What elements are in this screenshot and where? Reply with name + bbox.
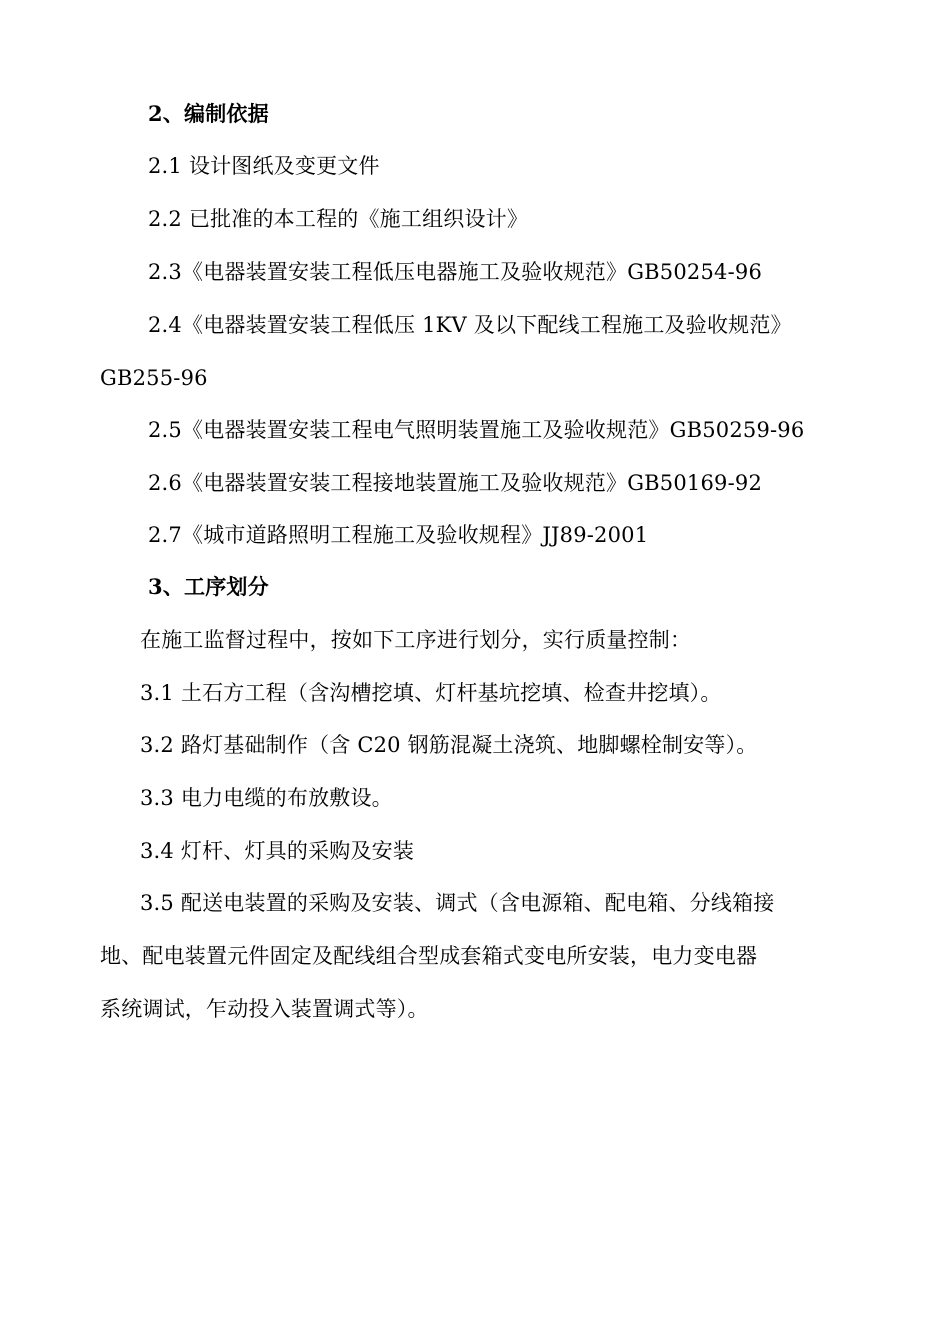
section-3-heading: 3、工序划分 [148,574,269,599]
section-3-item-3-5-continuation-1: 地、配电装置元件固定及配线组合型成套箱式变电所安装，电力变电器 [100,944,758,968]
section-3-item-3-5-continuation-2: 系统调试，乍动投入装置调式等）。 [100,997,429,1021]
section-3-item-3-3: 3.3 电力电缆的布放敷设。 [140,786,393,810]
section-3-intro: 在施工监督过程中，按如下工序进行划分，实行质量控制： [140,628,692,652]
section-2-item-2-3: 2.3《电器装置安装工程低压电器施工及验收规范》GB50254-96 [148,260,763,284]
section-3-item-3-1: 3.1 土石方工程（含沟槽挖填、灯杆基坑挖填、检查井挖填）。 [140,681,722,705]
section-2-item-2-6: 2.6《电器装置安装工程接地装置施工及验收规范》GB50169-92 [148,471,763,495]
section-2-heading: 2、编制依据 [148,101,269,126]
section-3-item-3-2: 3.2 路灯基础制作（含 C20 钢筋混凝土浇筑、地脚螺栓制安等）。 [140,733,758,757]
section-2-item-2-4: 2.4《电器装置安装工程低压 1KV 及以下配线工程施工及验收规范》 [148,313,792,337]
section-3-item-3-4: 3.4 灯杆、灯具的采购及安装 [140,839,415,863]
section-2-item-2-7: 2.7《城市道路照明工程施工及验收规程》JJ89-2001 [148,523,649,547]
section-2-item-2-5: 2.5《电器装置安装工程电气照明装置施工及验收规范》GB50259-96 [148,418,805,442]
section-2-item-2-4-continuation: GB255-96 [100,366,208,390]
section-2-item-2-2: 2.2 已批准的本工程的《施工组织设计》 [148,207,529,231]
section-3-item-3-5: 3.5 配送电装置的采购及安装、调式（含电源箱、配电箱、分线箱接 [140,891,775,915]
section-2-item-2-1: 2.1 设计图纸及变更文件 [148,154,380,178]
